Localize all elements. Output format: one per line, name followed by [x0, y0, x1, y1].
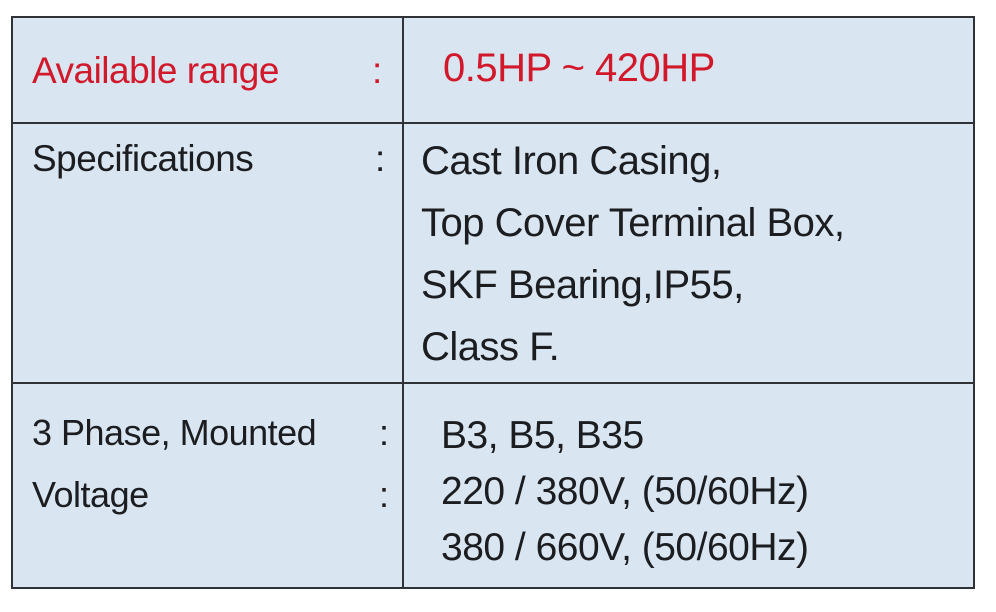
mounting-value: B3, B5, B35 — [441, 414, 644, 457]
phase-colon: : — [379, 412, 390, 453]
specifications-value — [421, 130, 845, 378]
specifications-colon: : — [375, 138, 385, 179]
phase-label: 3 Phase, Mounted — [32, 412, 317, 453]
phase-voltage-colons — [379, 412, 389, 536]
spec-line: SKF Bearing,IP55, — [421, 263, 744, 307]
available-range-colon: : — [372, 50, 382, 91]
phase-voltage-values — [441, 408, 808, 576]
voltage-label: Voltage — [32, 474, 149, 515]
spec-line: Cast Iron Casing, — [421, 139, 722, 183]
available-range-label: Available range — [32, 50, 279, 91]
specifications-label: Specifications — [32, 138, 254, 179]
spec-line: Top Cover Terminal Box, — [421, 201, 845, 245]
row-divider — [13, 122, 973, 124]
available-range-value: 0.5HP ~ 420HP — [443, 46, 715, 90]
row-divider — [13, 382, 973, 384]
voltage-value-2: 380 / 660V, (50/60Hz) — [441, 526, 809, 569]
spec-line: Class F. — [421, 325, 560, 369]
voltage-colon: : — [379, 474, 390, 515]
voltage-value-1: 220 / 380V, (50/60Hz) — [441, 470, 809, 513]
spec-table — [11, 16, 975, 589]
column-divider — [402, 18, 404, 587]
phase-voltage-labels — [32, 412, 316, 536]
